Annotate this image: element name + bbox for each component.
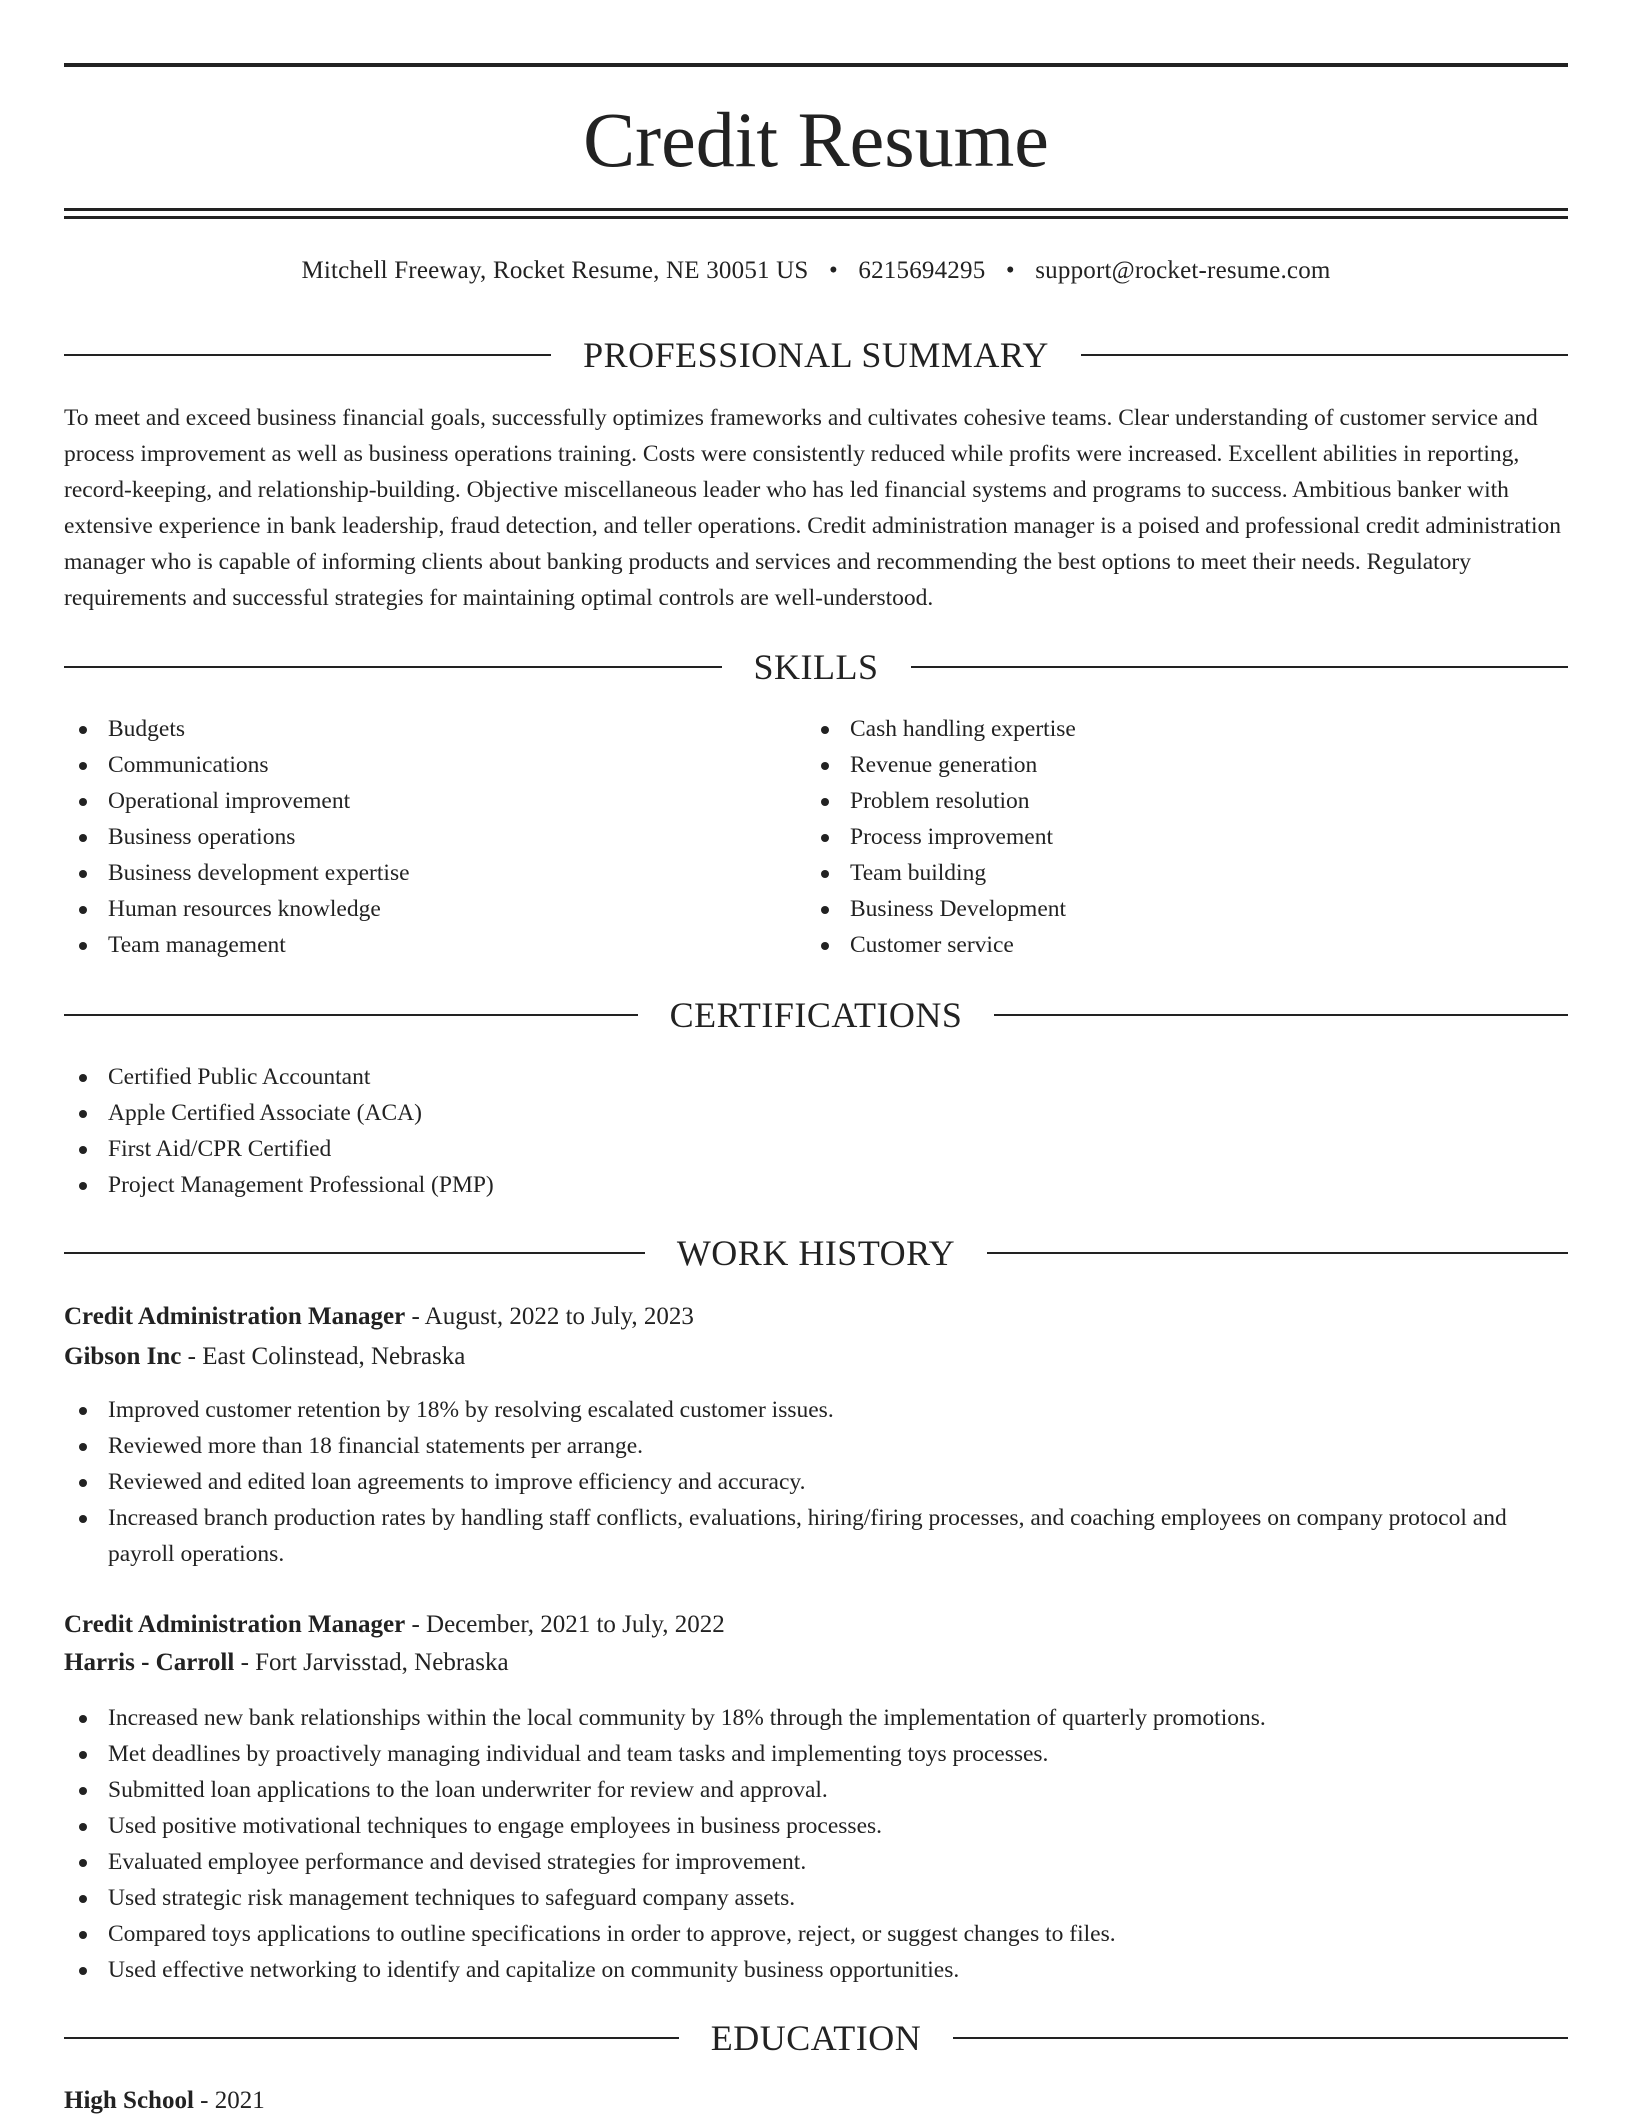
resume-title: Credit Resume [583,96,1049,183]
job-company: Harris - Carroll [64,1649,235,1676]
education-degree: High School [64,2087,194,2114]
skill-item: Process improvement [806,819,1546,855]
job-bullets [64,1392,1568,1572]
contact-phone: 6215694295 [858,257,986,284]
heading-rule-left [64,1014,638,1016]
job-bullet: Used effective networking to identify and capitalize on community business opportunities. [64,1952,1568,1988]
skill-item: Problem resolution [806,783,1546,819]
job-bullet: Submitted loan applications to the loan underwriter for review and approval. [64,1772,1568,1808]
certification-item: Certified Public Accountant [64,1059,1568,1095]
summary-paragraph: To meet and exceed business financial goals, successfully optimizes frameworks and cultivates cohesive teams. Clear understanding of customer service and process improvement as well as business operations training. Costs were consistently reduced while profits were increased. Excellent abilities in reporting, record-keeping, and relationship-building. Objective miscellaneous leader who has led financial systems and programs to success. Ambitious banker with extensive experience in bank leadership, fraud detection, and teller operations. Credit administration manager is a poised and professional credit administration manager who is capable of informing clients about banking products and services and recommending the best options to meet their needs. Regulatory requirements and successful strategies for maintaining optimal controls are well-understood. [64,405,1561,611]
skill-item: Business development expertise [64,855,804,891]
skills-heading: SKILLS [753,647,879,687]
skill-item: Human resources knowledge [64,891,804,927]
skill-item: Cash handling expertise [806,711,1546,747]
job-bullet: Used strategic risk management techniques to safeguard company assets. [64,1880,1568,1916]
certifications-section-heading [64,995,1568,1035]
job-company: Gibson Inc [64,1343,182,1370]
heading-rule-right [994,1014,1568,1016]
header-top-rule [64,63,1568,67]
certifications-heading: CERTIFICATIONS [669,995,963,1035]
summary-section-heading [64,335,1568,375]
certification-item: First Aid/CPR Certified [64,1131,1568,1167]
skill-item: Team building [806,855,1546,891]
job-bullet: Evaluated employee performance and devised strategies for improvement. [64,1844,1568,1880]
skill-item: Communications [64,747,804,783]
education-heading: EDUCATION [710,2018,922,2058]
job-location: - East Colinstead, Nebraska [187,1343,466,1370]
job-title-line [64,1299,1568,1335]
heading-rule-left [64,354,551,356]
job-dates: - August, 2022 to July, 2023 [411,1303,694,1330]
heading-rule-left [64,1252,645,1254]
contact-separator: • [1005,257,1015,284]
education-section-heading [64,2018,1568,2058]
heading-rule-right [911,666,1569,668]
job-company-line [64,1645,1568,1681]
certification-item: Project Management Professional (PMP) [64,1167,1568,1203]
job-bullet: Used positive motivational techniques to engage employees in business processes. [64,1808,1568,1844]
skill-item: Operational improvement [64,783,804,819]
job-title-line [64,1607,1568,1643]
job-bullet: Improved customer retention by 18% by resolving escalated customer issues. [64,1392,1568,1428]
education-entry [64,2083,1568,2119]
header-double-rule-lower [64,216,1568,219]
skills-list-right [806,711,1546,963]
job-bullet: Increased branch production rates by handling staff conflicts, evaluations, hiring/firing processes, and coaching employees on company protocol and payroll operations. [64,1500,1568,1572]
heading-rule-left [64,666,722,668]
skill-item: Team management [64,927,804,963]
heading-rule-right [953,2037,1568,2039]
work-section-heading [64,1233,1568,1273]
certification-item: Apple Certified Associate (ACA) [64,1095,1568,1131]
skill-item: Revenue generation [806,747,1546,783]
header-double-rule-upper [64,208,1568,211]
skills-list-left [64,711,804,963]
education-year: - 2021 [200,2087,265,2114]
work-heading: WORK HISTORY [676,1233,956,1273]
skill-item: Budgets [64,711,804,747]
contact-address: Mitchell Freeway, Rocket Resume, NE 30051 US [301,257,809,284]
skill-item: Customer service [806,927,1546,963]
heading-rule-right [987,1252,1568,1254]
job-bullet: Reviewed more than 18 financial statements per arrange. [64,1428,1568,1464]
heading-rule-right [1081,354,1568,356]
certifications-list [64,1059,1568,1203]
job-bullet: Increased new bank relationships within the local community by 18% through the implementation of quarterly promotions. [64,1700,1568,1736]
job-title: Credit Administration Manager [64,1303,406,1330]
job-dates: - December, 2021 to July, 2022 [411,1611,725,1638]
job-title: Credit Administration Manager [64,1611,406,1638]
skills-section-heading [64,647,1568,687]
job-bullets [64,1700,1568,1988]
job-bullet: Reviewed and edited loan agreements to improve efficiency and accuracy. [64,1464,1568,1500]
job-company-line [64,1339,1568,1375]
contact-email: support@rocket-resume.com [1035,257,1331,284]
job-location: - Fort Jarvisstad, Nebraska [240,1649,509,1676]
job-bullet: Compared toys applications to outline specifications in order to approve, reject, or suggest changes to files. [64,1916,1568,1952]
job-bullet: Met deadlines by proactively managing individual and team tasks and implementing toys processes. [64,1736,1568,1772]
heading-rule-left [64,2037,679,2039]
skill-item: Business Development [806,891,1546,927]
contact-line [64,255,1568,287]
contact-separator: • [828,257,838,284]
skill-item: Business operations [64,819,804,855]
summary-heading: PROFESSIONAL SUMMARY [583,335,1049,375]
